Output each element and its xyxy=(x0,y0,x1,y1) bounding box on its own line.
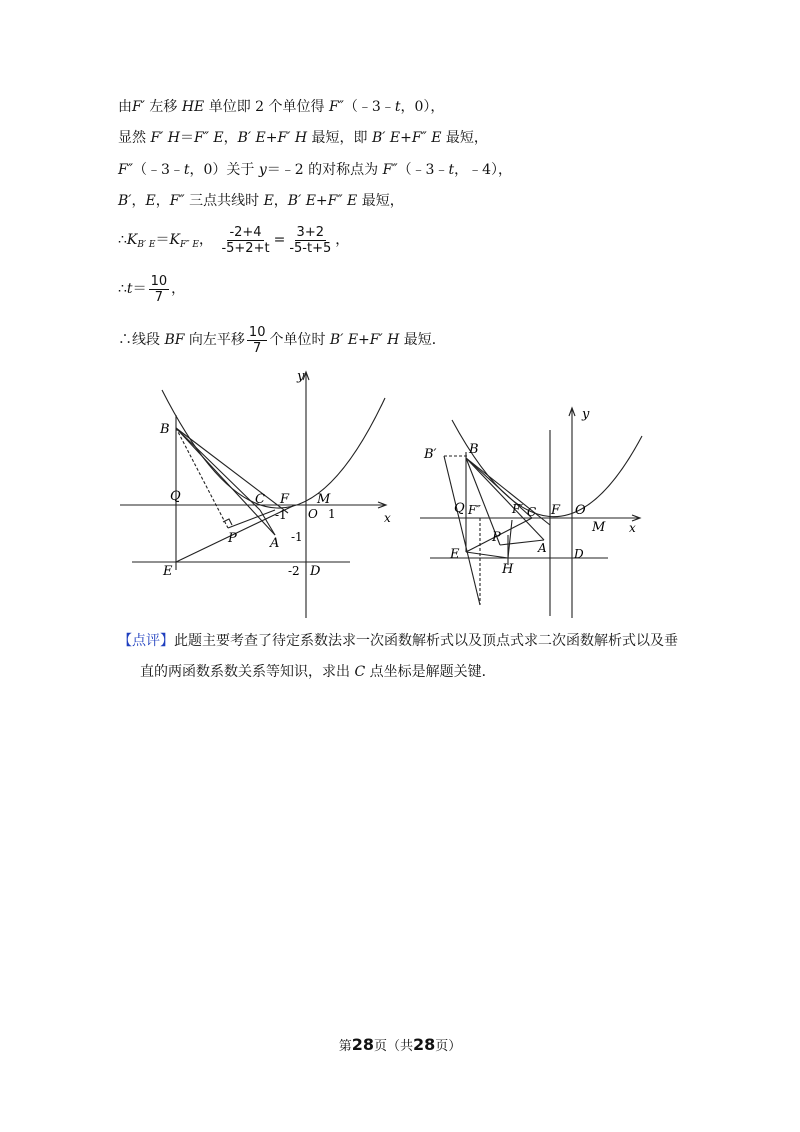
label-neg2: -2 xyxy=(288,564,300,578)
symbol: BF xyxy=(164,332,185,348)
symbol: E xyxy=(145,193,156,209)
text: ， xyxy=(155,193,170,209)
label-A: A xyxy=(538,541,547,555)
label-M: M xyxy=(592,520,606,535)
text: （﹣3﹣ xyxy=(397,162,449,178)
solution-line-1 xyxy=(118,97,444,117)
denominator: -5-t+5 xyxy=(289,240,332,256)
subscript: F″ E xyxy=(179,240,199,250)
text: 三点共线时 xyxy=(184,193,264,209)
text: ， xyxy=(199,232,213,248)
text: 向左平移 xyxy=(184,332,245,348)
segment-BA xyxy=(466,458,544,540)
text: ， xyxy=(171,281,186,297)
denominator: -5+2+t xyxy=(221,240,270,256)
label-Q: Q xyxy=(170,489,181,504)
symbol: t xyxy=(126,281,133,297)
symbol: K xyxy=(169,232,180,248)
label-F: F xyxy=(280,492,290,507)
numerator: 3+2 xyxy=(296,224,324,240)
symbol: t xyxy=(448,162,455,178)
subscript: B′ E xyxy=(137,240,156,250)
text: = xyxy=(273,232,286,248)
symbol: F′ H xyxy=(150,130,181,146)
symbol: E xyxy=(263,193,274,209)
symbol: F″ E xyxy=(194,130,224,146)
figure-2 xyxy=(412,400,652,622)
label-O: O xyxy=(308,507,318,521)
label-B: B xyxy=(469,442,479,457)
text: ， xyxy=(223,130,238,146)
text: ∴线段 xyxy=(118,332,165,348)
symbol: F′ xyxy=(132,99,145,115)
text: ＝ xyxy=(180,130,195,146)
footer-text: 页） xyxy=(435,1039,462,1054)
label-C: C xyxy=(527,505,537,519)
total-pages: 28 xyxy=(413,1035,436,1054)
segment-BpFpp xyxy=(444,456,480,605)
label-H: H xyxy=(502,562,514,577)
label-y: y xyxy=(297,369,305,384)
label-Fprime: F′ xyxy=(512,502,524,516)
footer-text: 第 xyxy=(338,1039,352,1054)
comment-tag: 【点评】 xyxy=(118,633,174,649)
text: 最短． xyxy=(399,332,446,348)
symbol: y xyxy=(258,162,267,178)
solution-line-7 xyxy=(118,324,446,356)
therefore-sign: ∴ xyxy=(118,232,127,248)
text: 个单位时 xyxy=(269,332,330,348)
solution-line-6 xyxy=(118,273,185,305)
text: 左移 xyxy=(144,99,182,115)
symbol: K xyxy=(126,232,138,248)
numerator: 10 xyxy=(248,324,266,340)
text: ，0）， xyxy=(400,99,445,115)
text: 最短，即 xyxy=(307,130,372,146)
symbol: F″ xyxy=(169,193,185,209)
label-x: x xyxy=(384,511,391,525)
symbol: B′ E+F″ E xyxy=(287,193,358,209)
segment-BA xyxy=(176,428,275,535)
label-Bprime: B′ xyxy=(424,447,437,462)
comment-line-2 xyxy=(140,662,496,682)
text: 由 xyxy=(118,99,132,115)
therefore-sign: ∴ xyxy=(118,281,127,297)
figure-1 xyxy=(110,360,400,622)
segment-BF xyxy=(176,428,288,513)
label-1: 1 xyxy=(328,507,336,521)
numerator: 10 xyxy=(150,273,168,289)
label-P: P xyxy=(492,530,501,545)
fraction xyxy=(247,325,268,356)
label-Fdoubleprime: F″ xyxy=(468,503,481,517)
solution-line-5 xyxy=(118,224,349,261)
denominator: 7 xyxy=(154,289,163,305)
symbol: F″ xyxy=(328,99,344,115)
symbol: t xyxy=(183,162,190,178)
label-E: E xyxy=(450,547,460,562)
segment-CA xyxy=(260,510,275,535)
numerator: -2+4 xyxy=(229,224,262,240)
comment-line-1 xyxy=(118,631,678,651)
comment-text: 点坐标是解题关键． xyxy=(365,664,496,680)
text: ，0）关于 xyxy=(189,162,259,178)
symbol: HE xyxy=(181,99,205,115)
fraction xyxy=(149,274,170,305)
label-D: D xyxy=(310,564,321,579)
footer-text: 页（共 xyxy=(373,1039,413,1054)
text: 单位即 2 个单位得 xyxy=(204,99,329,115)
text: 显然 xyxy=(118,130,151,146)
text: （﹣3﹣ xyxy=(343,99,395,115)
page-number: 28 xyxy=(351,1035,374,1054)
solution-line-3 xyxy=(118,160,512,180)
comment-text: 此题主要考查了待定系数法求一次函数解析式以及顶点式求二次函数解析式以及垂 xyxy=(174,633,678,649)
fraction xyxy=(287,225,333,256)
label-D: D xyxy=(574,547,584,561)
text: ＝ xyxy=(132,281,147,297)
label-x: x xyxy=(629,521,636,535)
label-neg1-x: -1 xyxy=(275,508,287,522)
symbol: t xyxy=(394,99,401,115)
segment-BC xyxy=(176,428,260,510)
label-A: A xyxy=(270,536,280,551)
label-E: E xyxy=(163,564,173,579)
symbol: F″ xyxy=(118,162,133,178)
label-B: B xyxy=(160,422,170,437)
label-C: C xyxy=(255,492,265,507)
text: （﹣3﹣ xyxy=(132,162,184,178)
text: ＝ xyxy=(155,232,170,248)
symbol: B′ E+F′ H xyxy=(237,130,308,146)
symbol: B′ E+F′ H xyxy=(329,332,400,348)
comment-text: 直的两函数系数关系等知识，求出 xyxy=(140,664,355,680)
symbol: B′ xyxy=(118,193,132,209)
text: ，﹣4）， xyxy=(454,162,513,178)
label-F: F xyxy=(551,503,561,518)
symbol: C xyxy=(354,664,366,680)
label-neg1-y: -1 xyxy=(291,530,303,544)
text: ， xyxy=(131,193,146,209)
text: 最短， xyxy=(441,130,488,146)
label-y: y xyxy=(582,407,590,422)
text: 最短， xyxy=(357,193,404,209)
symbol: B′ E+F″ E xyxy=(371,130,442,146)
page-footer xyxy=(0,1035,800,1054)
segment-HFp xyxy=(508,520,512,558)
label-M: M xyxy=(317,492,331,507)
text: ＝﹣2 的对称点为 xyxy=(266,162,383,178)
solution-line-4 xyxy=(118,191,404,211)
segment-EH xyxy=(466,552,508,558)
label-P: P xyxy=(228,531,237,546)
solution-line-2 xyxy=(118,128,488,148)
label-Q: Q xyxy=(454,501,465,516)
symbol: F″ xyxy=(382,162,398,178)
fraction xyxy=(219,225,271,256)
label-O: O xyxy=(575,503,586,518)
text: ， xyxy=(273,193,288,209)
text: ， xyxy=(335,232,350,248)
denominator: 7 xyxy=(253,340,262,356)
